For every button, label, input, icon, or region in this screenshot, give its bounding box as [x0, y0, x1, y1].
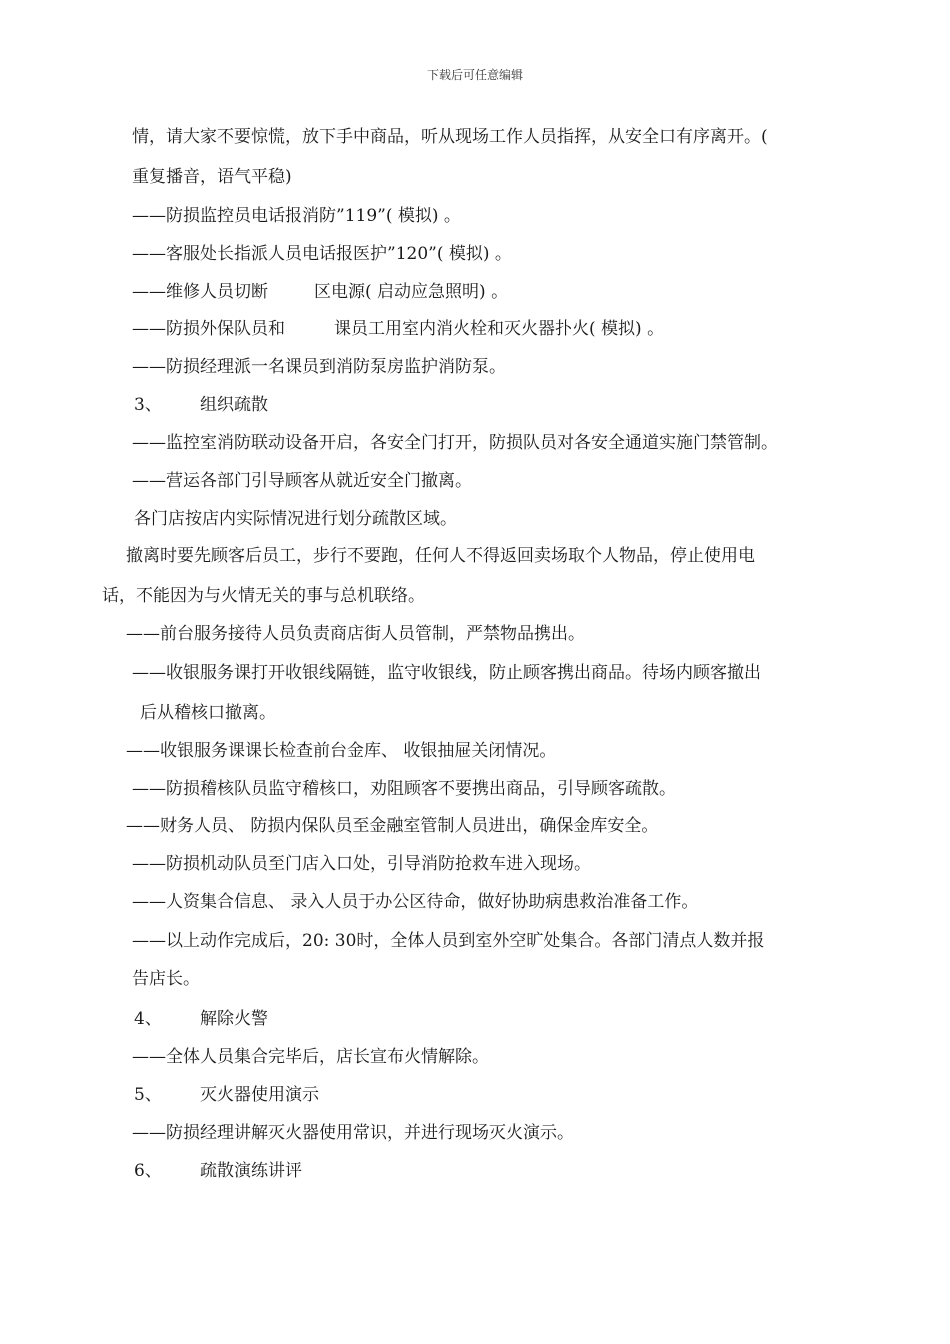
section-number: 6、 — [134, 1161, 162, 1181]
text-line: 各门店按店内实际情况进行划分疏散区域。 — [134, 509, 457, 529]
section-heading: 解除火警 — [200, 1009, 268, 1029]
text-line: ——收银服务课打开收银线隔链，监守收银线，防止顾客携出商品。待场内顾客撤出 — [132, 663, 761, 683]
text-line: ——防损外保队员和 — [132, 319, 285, 339]
text-line: 后从稽核口撤离。 — [140, 703, 276, 723]
text-line: ——防损机动队员至门店入口处，引导消防抢救车进入现场。 — [132, 854, 591, 874]
text-line: ——财务人员、 防损内保队员至金融室管制人员进出，确保金库安全。 — [126, 816, 659, 836]
text-line: 告店长。 — [132, 969, 200, 989]
text-line: ——客服处长指派人员电话报医护”120”( 模拟) 。 — [132, 244, 512, 264]
section-number: 3、 — [134, 395, 162, 415]
text-line: ——防损监控员电话报消防”119”( 模拟) 。 — [132, 206, 461, 226]
text-line: ——防损稽核队员监守稽核口，劝阻顾客不要携出商品，引导顾客疏散。 — [132, 779, 676, 799]
text-line: ——以上动作完成后，20: 30时，全体人员到室外空旷处集合。各部门清点人数并报 — [132, 931, 765, 951]
text-line: 重复播音，语气平稳) — [132, 167, 292, 187]
section-number: 4、 — [134, 1009, 162, 1029]
text-line: ——防损经理讲解灭火器使用常识，并进行现场灭火演示。 — [132, 1123, 574, 1143]
section-heading: 组织疏散 — [200, 395, 268, 415]
text-line: 撤离时要先顾客后员工，步行不要跑，任何人不得返回卖场取个人物品，停止使用电 — [126, 546, 755, 566]
text-line: ——营运各部门引导顾客从就近安全门撤离。 — [132, 471, 472, 491]
text-line: ——全体人员集合完毕后，店长宣布火情解除。 — [132, 1047, 489, 1067]
text-line: ——监控室消防联动设备开启，各安全门打开，防损队员对各安全通道实施门禁管制。 — [132, 433, 778, 453]
text-line: 话，不能因为与火情无关的事与总机联络。 — [102, 586, 425, 606]
text-line: 情，请大家不要惊慌，放下手中商品，听从现场工作人员指挥，从安全口有序离开。( — [132, 127, 768, 147]
text-line: ——人资集合信息、 录入人员于办公区待命，做好协助病患救治准备工作。 — [132, 892, 699, 912]
text-line: 区电源( 启动应急照明) 。 — [314, 282, 509, 302]
section-heading: 灭火器使用演示 — [200, 1085, 319, 1105]
text-line: 课员工用室内消火栓和灭火器扑火( 模拟) 。 — [334, 319, 665, 339]
text-line: ——前台服务接待人员负责商店街人员管制，严禁物品携出。 — [126, 624, 585, 644]
text-line: ——防损经理派一名课员到消防泵房监护消防泵。 — [132, 357, 506, 377]
page-header: 下载后可任意编辑 — [426, 68, 523, 82]
section-number: 5、 — [134, 1085, 162, 1105]
text-line: ——维修人员切断 — [132, 282, 268, 302]
text-line: ——收银服务课课长检查前台金库、 收银抽屉关闭情况。 — [126, 741, 557, 761]
section-heading: 疏散演练讲评 — [200, 1161, 302, 1181]
